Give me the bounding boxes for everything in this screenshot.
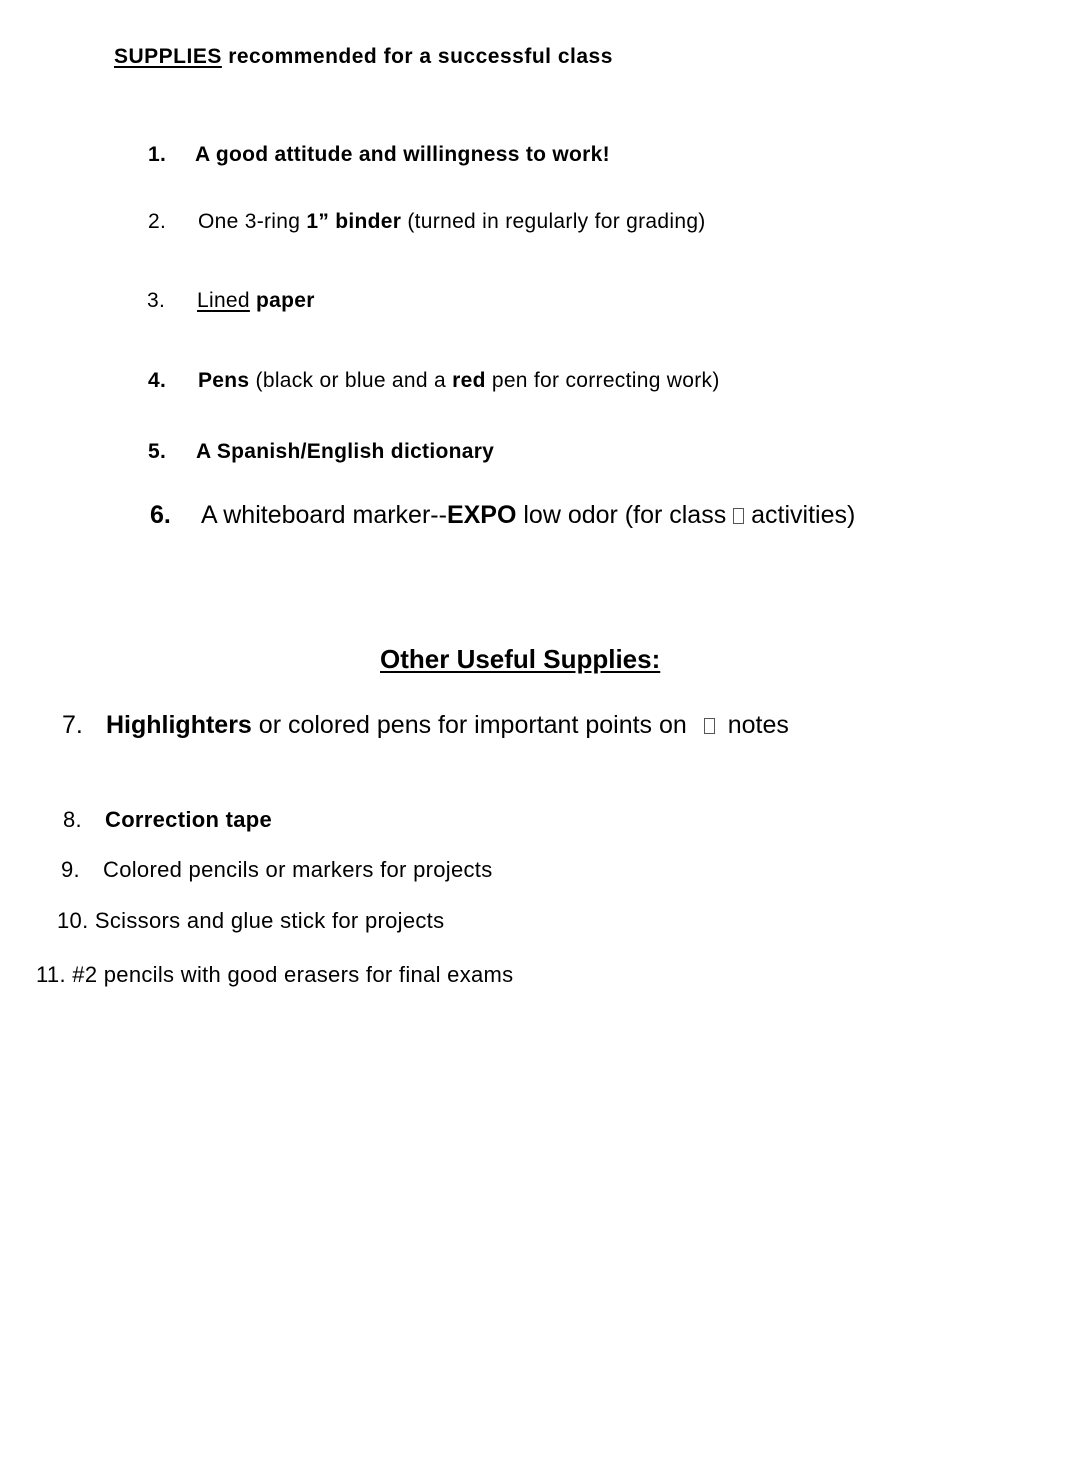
list-item-3 xyxy=(147,289,315,313)
item-number: 11. xyxy=(36,962,66,987)
section-heading: Other Useful Supplies: xyxy=(380,644,661,674)
title-rest: recommended for a successful class xyxy=(221,45,613,68)
item-text-bold: 1” binder xyxy=(306,210,402,233)
supplies-word: SUPPLIES xyxy=(114,45,222,68)
item-number: 9. xyxy=(61,857,80,882)
list-item-4 xyxy=(148,369,720,393)
list-item-1 xyxy=(148,143,610,167)
item-text: (black or blue and a xyxy=(249,369,453,392)
item-text: activities) xyxy=(744,501,856,529)
item-text-bold: paper xyxy=(249,289,315,312)
item-text-bold: red xyxy=(452,369,486,392)
item-text-bold: Correction tape xyxy=(105,807,273,832)
list-item-10 xyxy=(57,908,444,934)
item-text: (turned in regularly for grading) xyxy=(401,210,706,233)
item-text: #2 pencils with good erasers for final exams xyxy=(72,962,514,987)
item-number: 1. xyxy=(148,143,167,166)
item-text: pen for correcting work) xyxy=(485,369,720,392)
item-text: Colored pencils or markers for projects xyxy=(103,857,493,882)
list-item-11 xyxy=(36,962,513,988)
item-text-underlined: Lined xyxy=(197,289,250,312)
item-text: A good attitude and willingness to work! xyxy=(195,143,610,166)
item-number: 3. xyxy=(147,289,166,312)
item-number: 8. xyxy=(63,807,82,832)
item-text-bold: Highlighters xyxy=(106,711,252,739)
list-item-8 xyxy=(63,807,272,833)
item-text: or colored pens for important points on xyxy=(251,711,694,739)
list-item-6 xyxy=(150,501,855,530)
item-text-bold: Pens xyxy=(198,369,250,392)
item-number: 4. xyxy=(148,369,167,392)
item-number: 5. xyxy=(148,440,167,463)
item-text: One 3-ring xyxy=(198,210,307,233)
list-item-5 xyxy=(148,440,494,464)
item-text: A Spanish/English dictionary xyxy=(196,440,495,463)
item-text: Scissors and glue stick for projects xyxy=(94,908,445,933)
missing-glyph-icon xyxy=(733,508,744,524)
missing-glyph-icon xyxy=(704,718,715,734)
list-item-2 xyxy=(148,210,706,234)
item-number: 10. xyxy=(57,908,89,933)
item-text: low odor (for class xyxy=(516,501,734,529)
item-number: 7. xyxy=(62,711,83,739)
page-title xyxy=(114,45,613,69)
item-number: 2. xyxy=(148,210,167,233)
list-item-7 xyxy=(62,711,789,740)
item-text: A whiteboard marker-- xyxy=(201,501,447,529)
item-number: 6. xyxy=(150,501,171,529)
item-text-bold: EXPO xyxy=(446,501,517,529)
item-text: notes xyxy=(720,711,789,739)
list-item-9 xyxy=(61,857,493,883)
